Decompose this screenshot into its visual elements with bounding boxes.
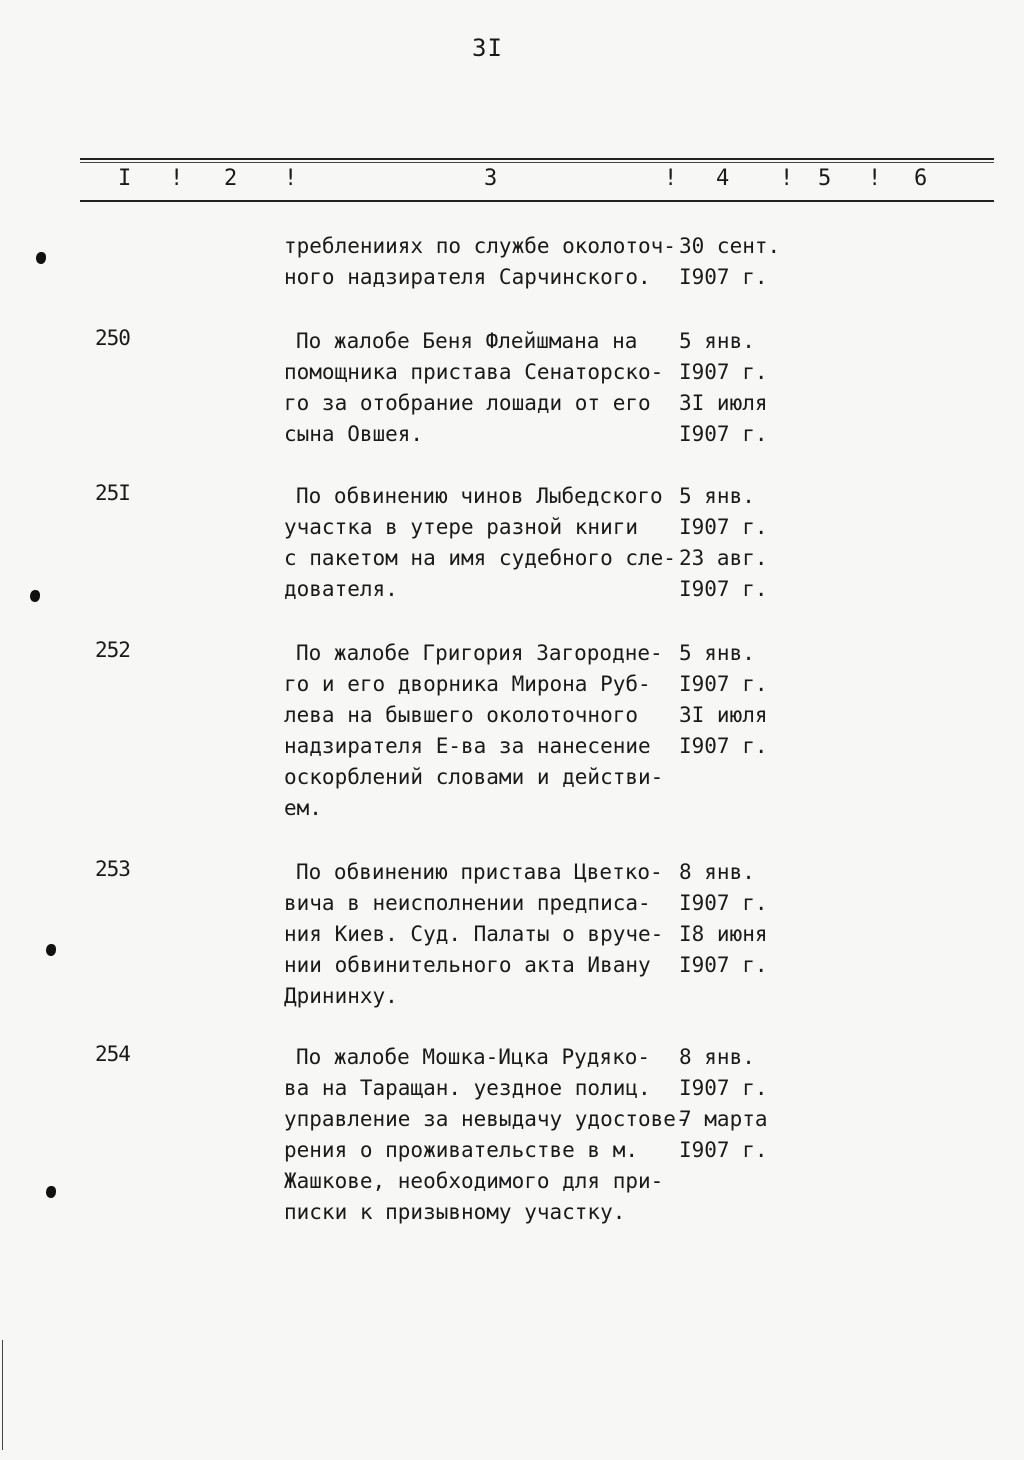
column-header-5: 5 bbox=[818, 166, 832, 191]
date-line: I8 июня bbox=[679, 922, 768, 946]
entry-description bbox=[284, 231, 684, 293]
description-line: надзирателя Е-ва за нанесение bbox=[284, 734, 651, 758]
date-line: I907 г. bbox=[679, 360, 768, 384]
column-header-6: 6 bbox=[914, 166, 928, 191]
description-line: вича в неисполнении предписа- bbox=[284, 891, 651, 915]
table-top-rule bbox=[80, 158, 994, 160]
column-header-2: 2 bbox=[224, 166, 238, 191]
entry-number: 252 bbox=[95, 638, 130, 662]
description-line: оскорблений словами и действи- bbox=[284, 765, 664, 789]
date-line: I907 г. bbox=[679, 1076, 768, 1100]
description-line: Жашкове, необходимого для при- bbox=[284, 1169, 664, 1193]
description-line: ния Киев. Суд. Палаты о вруче- bbox=[284, 922, 664, 946]
date-line: 8 янв. bbox=[679, 860, 755, 884]
description-line: дователя. bbox=[284, 577, 398, 601]
description-line: По жалобе Мошка-Ицка Рудяко- bbox=[296, 1045, 651, 1069]
date-line: 5 янв. bbox=[679, 329, 755, 353]
description-line: нии обвинительного акта Ивану bbox=[284, 953, 651, 977]
entry-dates bbox=[679, 857, 809, 981]
column-header-3: 3 bbox=[484, 166, 498, 191]
description-line: ного надзирателя Сарчинского. bbox=[284, 265, 651, 289]
entry-dates bbox=[679, 231, 809, 293]
description-line: По обвинению пристава Цветко- bbox=[296, 860, 663, 884]
date-line: I907 г. bbox=[679, 515, 768, 539]
entry-dates bbox=[679, 1042, 809, 1166]
description-line: сына Овшея. bbox=[284, 422, 424, 446]
table-header-bottom-rule bbox=[80, 200, 994, 202]
entry-number: 254 bbox=[95, 1042, 130, 1066]
description-line: По жалобе Беня Флейшмана на bbox=[296, 329, 638, 353]
entry-number: 253 bbox=[95, 857, 130, 881]
date-line: I907 г. bbox=[679, 265, 768, 289]
entry-number: 25I bbox=[95, 481, 130, 505]
table-top-rule-inner bbox=[80, 162, 994, 163]
column-separator: ! bbox=[868, 166, 882, 191]
description-line: управление за невыдачу удостове- bbox=[284, 1107, 689, 1131]
date-line: 5 янв. bbox=[679, 484, 755, 508]
date-line: 30 сент. bbox=[679, 234, 781, 258]
date-line: 3I июля bbox=[679, 703, 768, 727]
column-header-4: 4 bbox=[716, 166, 730, 191]
description-line: рения о проживательстве в м. bbox=[284, 1138, 639, 1162]
date-line: I907 г. bbox=[679, 577, 768, 601]
date-line: I907 г. bbox=[679, 891, 768, 915]
date-line: 7 марта bbox=[679, 1107, 768, 1131]
entry-description bbox=[284, 481, 684, 605]
column-separator: ! bbox=[664, 166, 678, 191]
entry-description bbox=[284, 1042, 689, 1228]
entry-description bbox=[284, 857, 684, 1012]
entry-number: 250 bbox=[95, 326, 130, 350]
page-number: 3I bbox=[472, 34, 503, 62]
column-separator: ! bbox=[284, 166, 298, 191]
description-line: го за отобрание лошади от его bbox=[284, 391, 651, 415]
punch-hole-mark bbox=[46, 1186, 56, 1198]
description-line: участка в утере разной книги bbox=[284, 515, 639, 539]
date-line: I907 г. bbox=[679, 1138, 768, 1162]
date-line: 23 авг. bbox=[679, 546, 768, 570]
date-line: 8 янв. bbox=[679, 1045, 755, 1069]
description-line: Дрининху. bbox=[284, 984, 398, 1008]
column-separator: ! bbox=[780, 166, 794, 191]
date-line: I907 г. bbox=[679, 422, 768, 446]
date-line: I907 г. bbox=[679, 953, 768, 977]
description-line: По жалобе Григория Загородне- bbox=[296, 641, 663, 665]
description-line: писки к призывному участку. bbox=[284, 1200, 626, 1224]
entry-dates bbox=[679, 638, 809, 762]
punch-hole-mark bbox=[36, 252, 46, 264]
column-separator: ! bbox=[170, 166, 184, 191]
date-line: I907 г. bbox=[679, 734, 768, 758]
date-line: 5 янв. bbox=[679, 641, 755, 665]
entry-dates bbox=[679, 481, 809, 605]
description-line: ва на Таращан. уездное полиц. bbox=[284, 1076, 651, 1100]
margin-edge-line bbox=[2, 1340, 3, 1450]
entry-description bbox=[284, 326, 684, 450]
date-line: I907 г. bbox=[679, 672, 768, 696]
punch-hole-mark bbox=[30, 590, 40, 602]
punch-hole-mark bbox=[46, 944, 56, 956]
date-line: 3I июля bbox=[679, 391, 768, 415]
description-line: требленииях по службе околоточ- bbox=[284, 234, 676, 258]
description-line: с пакетом на имя судебного сле- bbox=[284, 546, 676, 570]
column-header-1: I bbox=[118, 166, 132, 191]
description-line: ем. bbox=[284, 796, 322, 820]
entry-dates bbox=[679, 326, 809, 450]
description-line: По обвинению чинов Лыбедского bbox=[296, 484, 663, 508]
entry-description bbox=[284, 638, 684, 824]
description-line: помощника пристава Сенаторско- bbox=[284, 360, 664, 384]
description-line: лева на бывшего околоточного bbox=[284, 703, 639, 727]
description-line: го и его дворника Мирона Руб- bbox=[284, 672, 651, 696]
